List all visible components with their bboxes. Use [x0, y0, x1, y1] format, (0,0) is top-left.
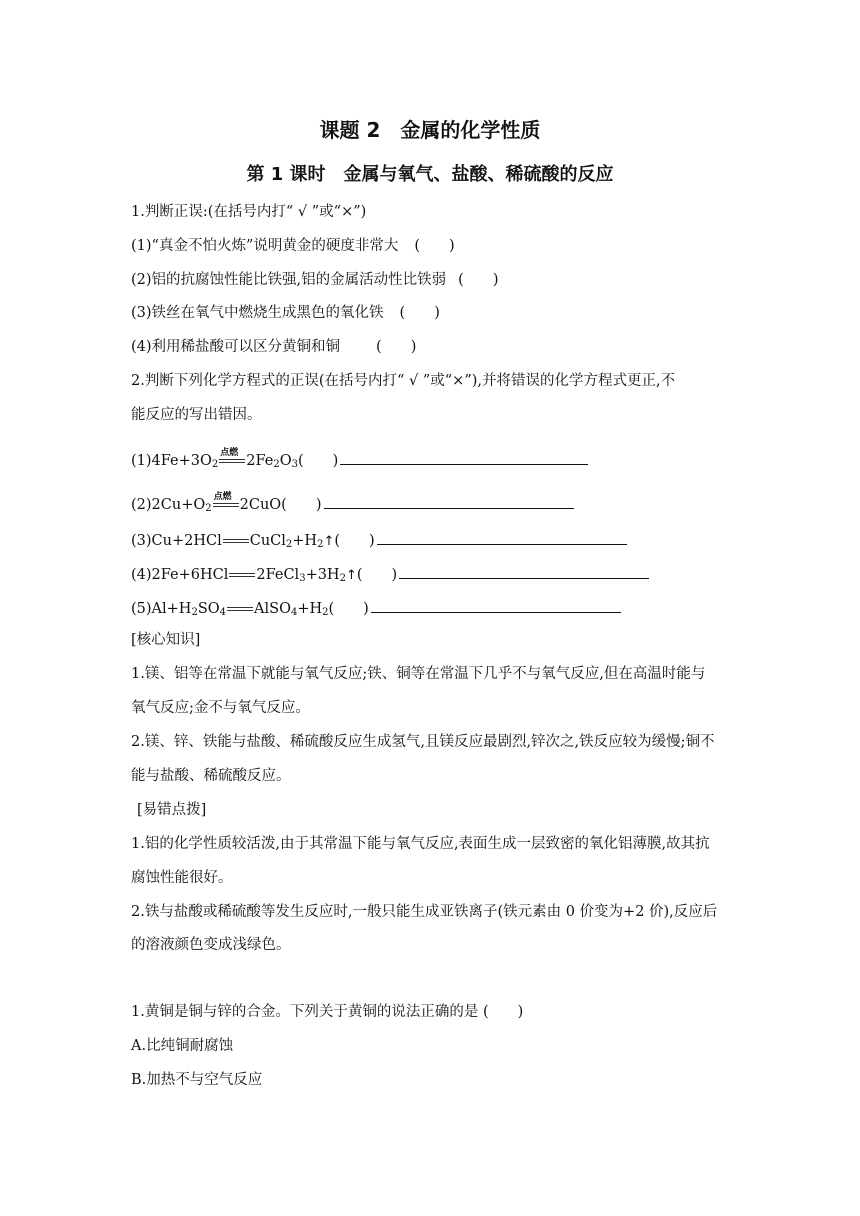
eq-product: CuCl — [249, 533, 286, 549]
core-p2-line-1: 2.镁、锌、铁能与盐酸、稀硫酸反应生成氢气,且镁反应最剧烈,锌次之,铁反应较为缓慢;铜不 — [131, 734, 715, 750]
q1-prompt: 1.判断正误:(在括号内打“ √ ”或“×”) — [131, 204, 367, 220]
subscript: 2 — [322, 607, 329, 618]
equals-sign — [229, 573, 255, 577]
condition-label: 点燃 — [213, 492, 232, 502]
equals-sign — [227, 607, 253, 611]
answer-paren[interactable]: ( ) — [328, 601, 369, 617]
eq-reactants: (3)Cu+2HCl — [131, 533, 222, 549]
exercise-option-a[interactable]: A.比纯铜耐腐蚀 — [131, 1038, 234, 1054]
core-heading: [核心知识] — [131, 632, 201, 648]
gas-arrow: ↑ — [323, 534, 335, 549]
q2-prompt-line-2: 能反应的写出错因。 — [131, 407, 262, 423]
eq-reactants: (4)2Fe+6HCl — [131, 567, 229, 583]
subscript: 3 — [299, 573, 306, 584]
eq-product: +3H — [305, 567, 340, 583]
core-p1-line-2: 氧气反应;金不与氧气反应。 — [131, 700, 310, 716]
equation-1 — [131, 450, 731, 471]
answer-paren[interactable]: ( ) — [334, 533, 375, 549]
q1-item-text: (4)利用稀盐酸可以区分黄铜和铜 — [131, 339, 341, 355]
answer-blank[interactable] — [371, 598, 621, 613]
subscript: 3 — [291, 459, 298, 470]
q1-item-1 — [131, 236, 731, 256]
condition-sign — [219, 448, 245, 468]
answer-paren[interactable]: ( ) — [376, 339, 417, 355]
answer-paren[interactable]: ( ) — [399, 305, 440, 321]
subscript: 2 — [339, 573, 346, 584]
eq-product: +H — [292, 533, 318, 549]
equals-sign — [223, 539, 249, 543]
eq-product: O — [279, 453, 292, 469]
equation-5 — [131, 598, 731, 619]
answer-blank[interactable] — [377, 530, 627, 545]
subscript: 2 — [211, 459, 219, 470]
tips-p1-line-1: 1.铝的化学性质较活泼,由于其常温下能与氧气反应,表面生成一层致密的氧化铝薄膜,故其抗 — [131, 836, 710, 852]
equation-2 — [131, 494, 731, 515]
eq-reactants: (5)Al+H — [131, 601, 192, 617]
answer-paren[interactable]: ( ) — [458, 272, 499, 288]
eq-reactants: (2)2Cu+O — [131, 497, 206, 513]
subscript: 2 — [205, 503, 212, 514]
eq-product: 2Fe — [246, 453, 274, 469]
subscript: 4 — [219, 607, 227, 618]
q1-item-text: (2)铝的抗腐蚀性能比铁强,铝的金属活动性比铁弱 — [131, 272, 447, 288]
answer-paren[interactable]: ( ) — [297, 453, 339, 469]
q1-item-text: (1)“真金不怕火炼”说明黄金的硬度非常大 — [131, 238, 399, 254]
core-p1-line-1: 1.镁、铝等在常温下就能与氧气反应;铁、铜等在常温下几乎不与氧气反应,但在高温时能与 — [131, 666, 706, 682]
answer-paren[interactable]: ( ) — [414, 238, 455, 254]
q1-item-2 — [131, 270, 731, 290]
tips-p2-line-1: 2.铁与盐酸或稀硫酸等发生反应时,一般只能生成亚铁离子(铁元素由 0 价变为+2 价),反应后 — [131, 904, 718, 920]
q1-item-text: (3)铁丝在氧气中燃烧生成黑色的氧化铁 — [131, 305, 384, 321]
eq-product: 2FeCl — [256, 567, 300, 583]
q1-item-3 — [131, 303, 731, 323]
gas-arrow: ↑ — [345, 568, 357, 583]
equation-4 — [131, 564, 731, 586]
eq-reactants: SO — [197, 601, 220, 617]
exercise-stem: 1.黄铜是铜与锌的合金。下列关于黄铜的说法正确的是 ( ) — [131, 1004, 524, 1020]
tips-heading: [易错点拨] — [137, 802, 207, 818]
eq-product: +H — [297, 601, 323, 617]
answer-blank[interactable] — [324, 494, 574, 509]
equation-3 — [131, 530, 731, 552]
condition-label: 点燃 — [220, 448, 239, 458]
subscript: 2 — [191, 607, 198, 618]
subscript: 2 — [273, 459, 280, 470]
core-p2-line-2: 能与盐酸、稀硫酸反应。 — [131, 768, 291, 784]
q2-prompt-line-1: 2.判断下列化学方程式的正误(在括号内打“ √ ”或“×”),并将错误的化学方程式更正,不 — [131, 373, 676, 389]
page-title: 课题 2 金属的化学性质 — [319, 118, 541, 142]
subscript: 2 — [317, 539, 324, 550]
answer-blank[interactable] — [340, 450, 588, 465]
condition-sign — [213, 492, 239, 512]
exercise-option-b[interactable]: B.加热不与空气反应 — [131, 1072, 263, 1088]
answer-paren[interactable]: ( ) — [356, 567, 398, 583]
subscript: 2 — [285, 539, 293, 550]
answer-blank[interactable] — [399, 564, 649, 579]
eq-product[interactable]: 2CuO( ) — [239, 497, 322, 513]
eq-product: AlSO — [254, 601, 291, 617]
eq-reactants: (1)4Fe+3O — [131, 453, 212, 469]
q1-item-4 — [131, 337, 731, 357]
page-subtitle: 第 1 课时 金属与氧气、盐酸、稀硫酸的反应 — [246, 164, 614, 185]
tips-p1-line-2: 腐蚀性能很好。 — [131, 870, 233, 886]
tips-p2-line-2: 的溶液颜色变成浅绿色。 — [131, 937, 291, 953]
subscript: 4 — [290, 607, 298, 618]
